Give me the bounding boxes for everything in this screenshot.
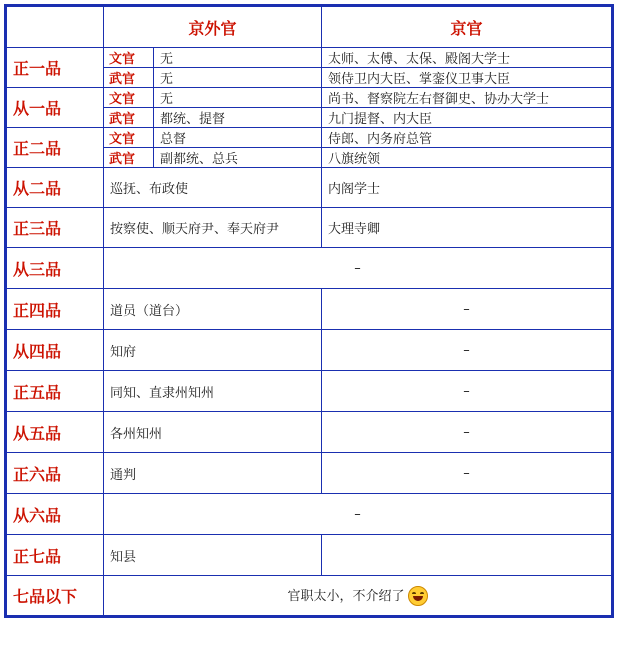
rank-cell: 从四品	[6, 330, 104, 371]
table-row	[6, 330, 613, 371]
civil-label: 文官	[104, 128, 154, 148]
local-cell: 总督	[154, 128, 322, 148]
rank-cell: 正五品	[6, 371, 104, 412]
table-row	[6, 168, 613, 208]
table-row	[6, 88, 613, 108]
table-row	[6, 48, 613, 68]
local-cell: 无	[154, 88, 322, 108]
merged-note-cell	[104, 576, 613, 617]
capital-cell: 内阁学士	[322, 168, 613, 208]
header-capital-officials: 京官	[322, 6, 613, 48]
local-cell: 无	[154, 48, 322, 68]
local-cell: 无	[154, 68, 322, 88]
rank-cell: 从一品	[6, 88, 104, 128]
capital-cell: 九门提督、内大臣	[322, 108, 613, 128]
capital-cell: 领侍卫内大臣、掌銮仪卫事大臣	[322, 68, 613, 88]
rank-cell: 正六品	[6, 453, 104, 494]
table-row	[6, 248, 613, 289]
military-label: 武官	[104, 68, 154, 88]
capital-cell: 大理寺卿	[322, 208, 613, 248]
local-cell: 道员（道台）	[104, 289, 322, 330]
local-cell: 通判	[104, 453, 322, 494]
table-row	[6, 453, 613, 494]
merged-cell: –	[104, 248, 613, 289]
capital-cell: 尚书、督察院左右督御史、协办大学士	[322, 88, 613, 108]
rank-cell: 从六品	[6, 494, 104, 535]
capital-cell: 八旗统领	[322, 148, 613, 168]
capital-cell: 侍郎、内务府总管	[322, 128, 613, 148]
capital-cell: –	[322, 330, 613, 371]
capital-cell	[322, 535, 613, 576]
header-local-officials: 京外官	[104, 6, 322, 48]
header-rank	[6, 6, 104, 48]
rank-cell: 从三品	[6, 248, 104, 289]
local-cell: 同知、直隶州知州	[104, 371, 322, 412]
civil-label: 文官	[104, 88, 154, 108]
rank-cell: 正三品	[6, 208, 104, 248]
header-row	[6, 6, 613, 48]
local-cell: 副都统、总兵	[154, 148, 322, 168]
local-cell: 知府	[104, 330, 322, 371]
note-text: 官职太小，不介绍了	[287, 588, 405, 604]
merged-cell: –	[104, 494, 613, 535]
military-label: 武官	[104, 108, 154, 128]
capital-cell: –	[322, 289, 613, 330]
military-label: 武官	[104, 148, 154, 168]
rank-cell: 从五品	[6, 412, 104, 453]
rank-cell: 七品以下	[6, 576, 104, 617]
rank-cell: 正二品	[6, 128, 104, 168]
table-row	[6, 412, 613, 453]
table-row	[6, 128, 613, 148]
capital-cell: –	[322, 412, 613, 453]
rank-cell: 正四品	[6, 289, 104, 330]
local-cell: 都统、提督	[154, 108, 322, 128]
table-row	[6, 535, 613, 576]
capital-cell: –	[322, 371, 613, 412]
local-cell: 巡抚、布政使	[104, 168, 322, 208]
official-rank-table	[4, 4, 614, 618]
laughing-emoji-icon	[408, 586, 428, 606]
capital-cell: 太师、太傅、太保、殿阁大学士	[322, 48, 613, 68]
table-row	[6, 494, 613, 535]
civil-label: 文官	[104, 48, 154, 68]
table-row	[6, 371, 613, 412]
rank-cell: 正七品	[6, 535, 104, 576]
local-cell: 各州知州	[104, 412, 322, 453]
capital-cell: –	[322, 453, 613, 494]
table-row	[6, 576, 613, 617]
table-row	[6, 289, 613, 330]
table-row	[6, 208, 613, 248]
local-cell: 知县	[104, 535, 322, 576]
rank-cell: 从二品	[6, 168, 104, 208]
rank-cell: 正一品	[6, 48, 104, 88]
local-cell: 按察使、顺天府尹、奉天府尹	[104, 208, 322, 248]
